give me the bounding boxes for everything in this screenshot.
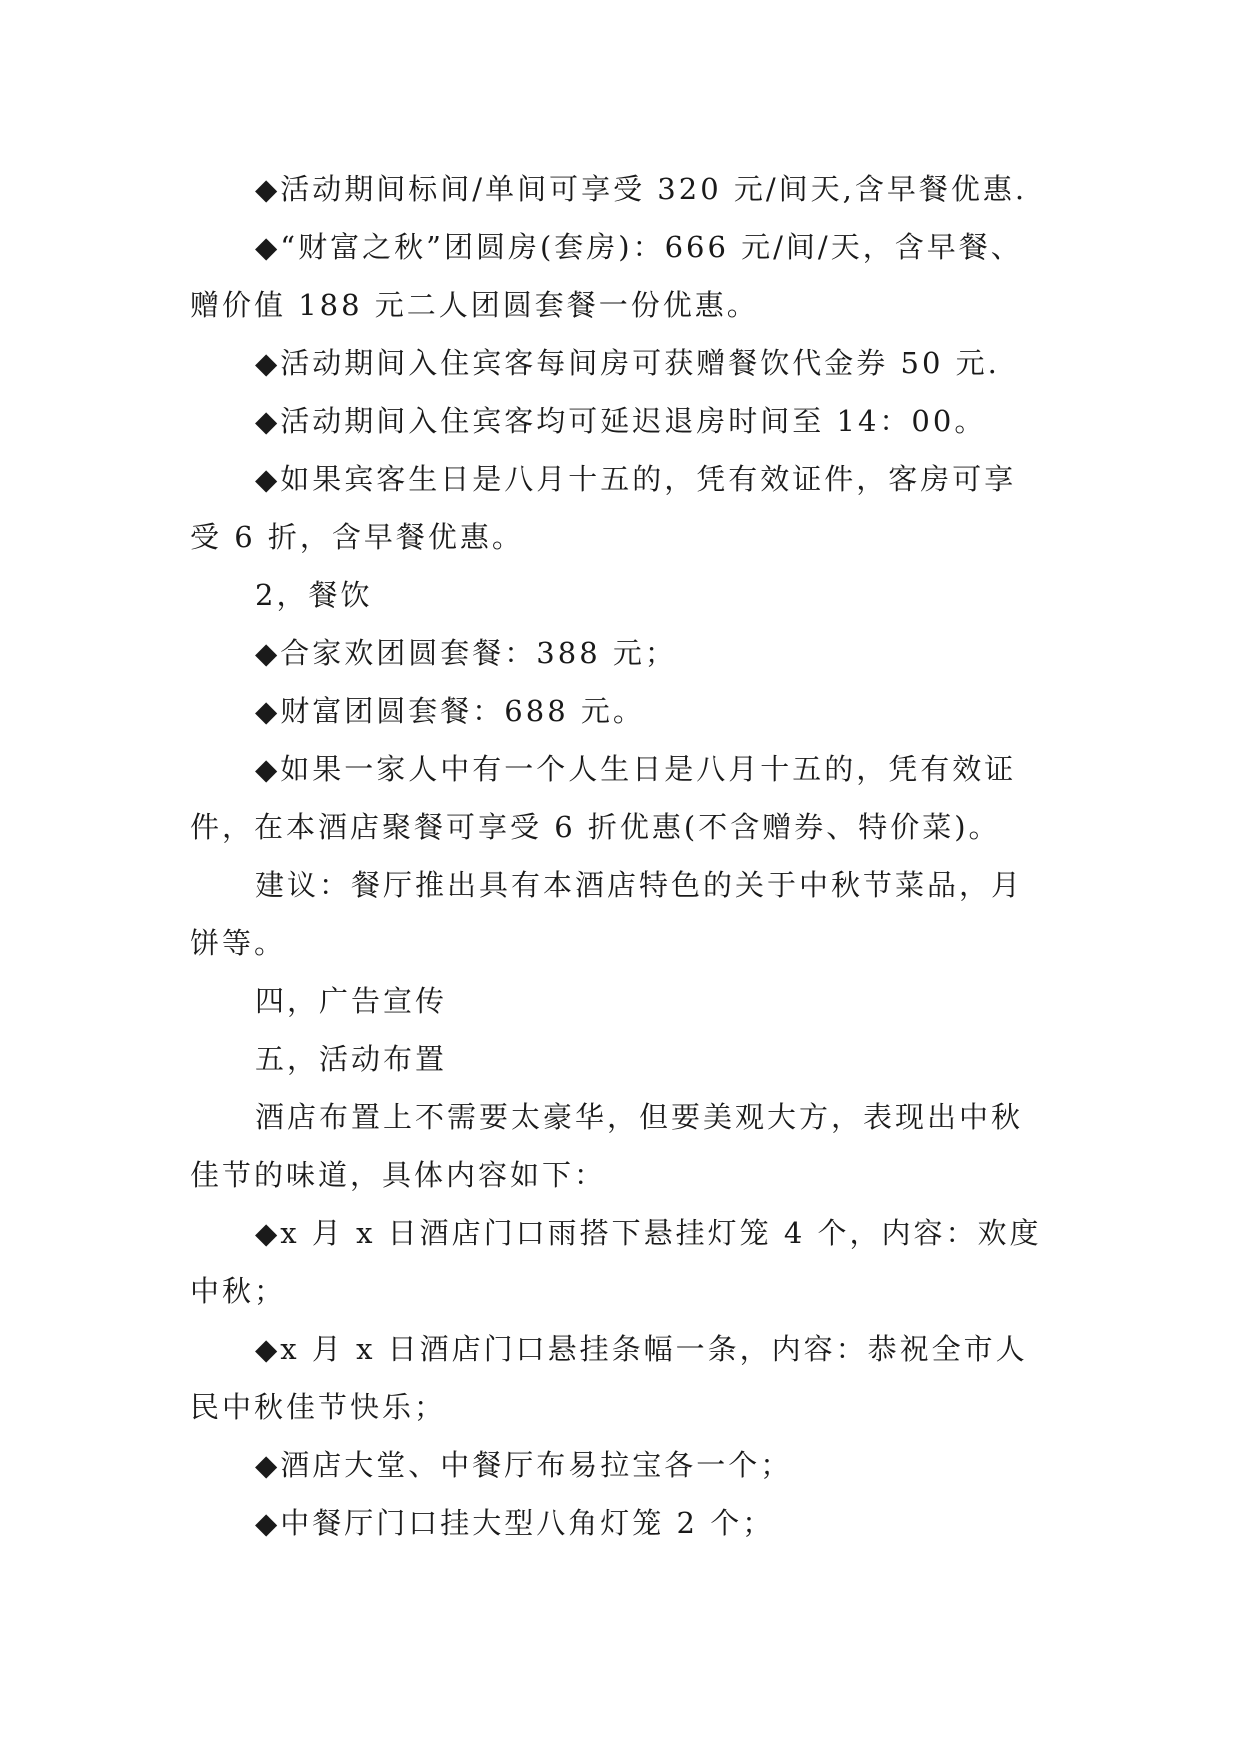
paragraph-octagonal-lanterns (190, 1494, 1060, 1552)
text-line: 五，活动布置 (255, 1042, 448, 1076)
paragraph-late-checkout (190, 392, 1060, 450)
section-heading-advertising (190, 972, 1060, 1030)
paragraph-suite-offer (190, 218, 1060, 334)
paragraph-birthday-room-offer (190, 450, 1060, 566)
paragraph-voucher-offer (190, 334, 1060, 392)
section-heading-dining (190, 566, 1060, 624)
paragraph-decoration-intro (190, 1088, 1060, 1204)
paragraph-family-set-meal (190, 624, 1060, 682)
text-line: ◆x 月 x 日酒店门口悬挂条幅一条，内容：恭祝全市人 (255, 1332, 1028, 1366)
text-line: ◆中餐厅门口挂大型八角灯笼 2 个； (255, 1506, 775, 1540)
text-line: ◆活动期间标间/单间可享受 320 元/间天,含早餐优惠. (255, 172, 1028, 206)
text-line: 酒店布置上不需要太豪华，但要美观大方，表现出中秋 (255, 1100, 1024, 1134)
text-line: ◆合家欢团圆套餐：388 元； (255, 636, 677, 670)
paragraph-suggestion (190, 856, 1060, 972)
paragraph-fortune-set-meal (190, 682, 1060, 740)
text-line: 四，广告宣传 (255, 984, 448, 1018)
section-heading-decoration (190, 1030, 1060, 1088)
text-line: ◆如果宾客生日是八月十五的，凭有效证件，客房可享 (255, 462, 1017, 496)
text-line: 民中秋佳节快乐； (190, 1390, 447, 1424)
text-line: 受 6 折，含早餐优惠。 (190, 520, 524, 554)
text-line: ◆财富团圆套餐：688 元。 (255, 694, 645, 728)
paragraph-lanterns-entrance (190, 1204, 1060, 1320)
text-line: ◆“财富之秋”团圆房(套房)：666 元/间/天，含早餐、 (255, 230, 1023, 264)
paragraph-rollup-banners (190, 1436, 1060, 1494)
text-line: 中秋； (190, 1274, 287, 1308)
paragraph-room-standard-offer (190, 160, 1060, 218)
text-line: 2，餐饮 (255, 578, 373, 612)
paragraph-banner-entrance (190, 1320, 1060, 1436)
text-line: 赠价值 188 元二人团圆套餐一份优惠。 (190, 288, 759, 322)
text-line: ◆如果一家人中有一个人生日是八月十五的，凭有效证 (255, 752, 1017, 786)
text-line: 佳节的味道，具体内容如下： (190, 1158, 607, 1192)
text-line: ◆酒店大堂、中餐厅布易拉宝各一个； (255, 1448, 793, 1482)
text-line: ◆活动期间入住宾客均可延迟退房时间至 14：00。 (255, 404, 987, 438)
text-line: ◆活动期间入住宾客每间房可获赠餐饮代金券 50 元. (255, 346, 1000, 380)
document-body (190, 160, 1060, 1552)
text-line: 建议：餐厅推出具有本酒店特色的关于中秋节菜品，月 (255, 868, 1024, 902)
text-line: 件，在本酒店聚餐可享受 6 折优惠(不含赠券、特价菜)。 (190, 810, 1001, 844)
text-line: 饼等。 (190, 926, 287, 960)
paragraph-birthday-dining-offer (190, 740, 1060, 856)
text-line: ◆x 月 x 日酒店门口雨搭下悬挂灯笼 4 个，内容：欢度 (255, 1216, 1042, 1250)
